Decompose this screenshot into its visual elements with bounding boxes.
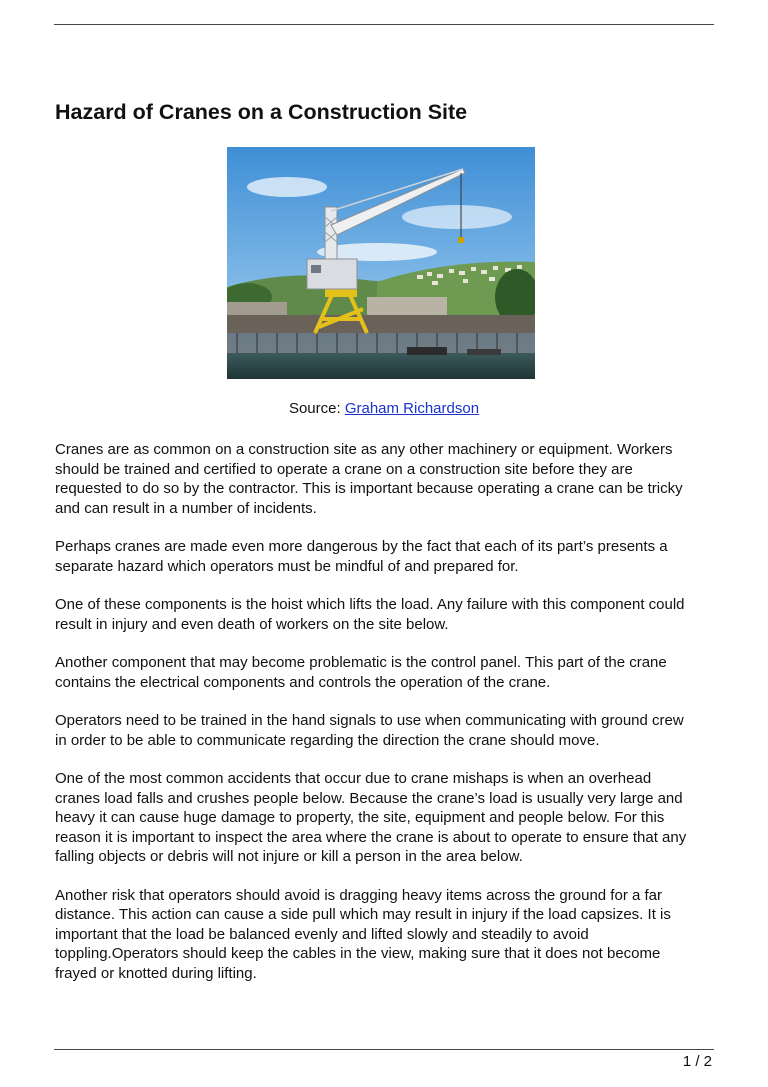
image-caption xyxy=(0,400,768,418)
header-rule xyxy=(54,24,714,25)
source-link[interactable]: Graham Richardson xyxy=(344,400,480,417)
paragraph: Operators need to be trained in the hand signals to use when communicating with ground crew in order to be able to communicate regarding the direction the crane should move. xyxy=(55,712,684,749)
paragraph: Cranes are as common on a construction site as any other machinery or equipment. Workers should be trained and certified to operate a crane on a construction site before they are requested to do so by the contractor. This is important because operating a crane can be tricky and can result in a number of incidents. xyxy=(55,441,683,517)
page-number: 1 / 2 xyxy=(682,1053,712,1070)
paragraph: Perhaps cranes are made even more dangerous by the fact that each of its part’s presents a separate hazard which operators must be mindful of and prepared for. xyxy=(55,538,668,575)
paragraph: One of the most common accidents that occur due to crane mishaps is when an overhead cranes load falls and crushes people below. Because the crane’s load is usually very large and heavy it can cause huge damage to property, the site, equipment and people below. For this reason it is important to inspect the area where the crane is about to operate to ensure that any falling objects or debris will not injure or kill a person in the area below. xyxy=(55,770,687,865)
footer-rule xyxy=(54,1049,714,1050)
paragraph: Another component that may become problematic is the control panel. This part of the crane contains the electrical components and controls the operation of the crane. xyxy=(55,654,667,691)
crane-photo xyxy=(227,147,535,379)
page-title: Hazard of Cranes on a Construction Site xyxy=(55,100,468,124)
article-body xyxy=(55,440,720,1002)
caption-prefix: Source: xyxy=(288,400,341,417)
paragraph: Another risk that operators should avoid is dragging heavy items across the ground for a far distance. This action can cause a side pull which may result in injury if the load capsizes. It is important that the load be balanced evenly and lifted slowly and steadily to avoid toppling.Operators should keep the cables in the view, making sure that it does not become frayed or knotted during lifting. xyxy=(55,886,671,982)
paragraph: One of these components is the hoist which lifts the load. Any failure with this component could result in injury and even death of workers on the site below. xyxy=(55,596,685,633)
